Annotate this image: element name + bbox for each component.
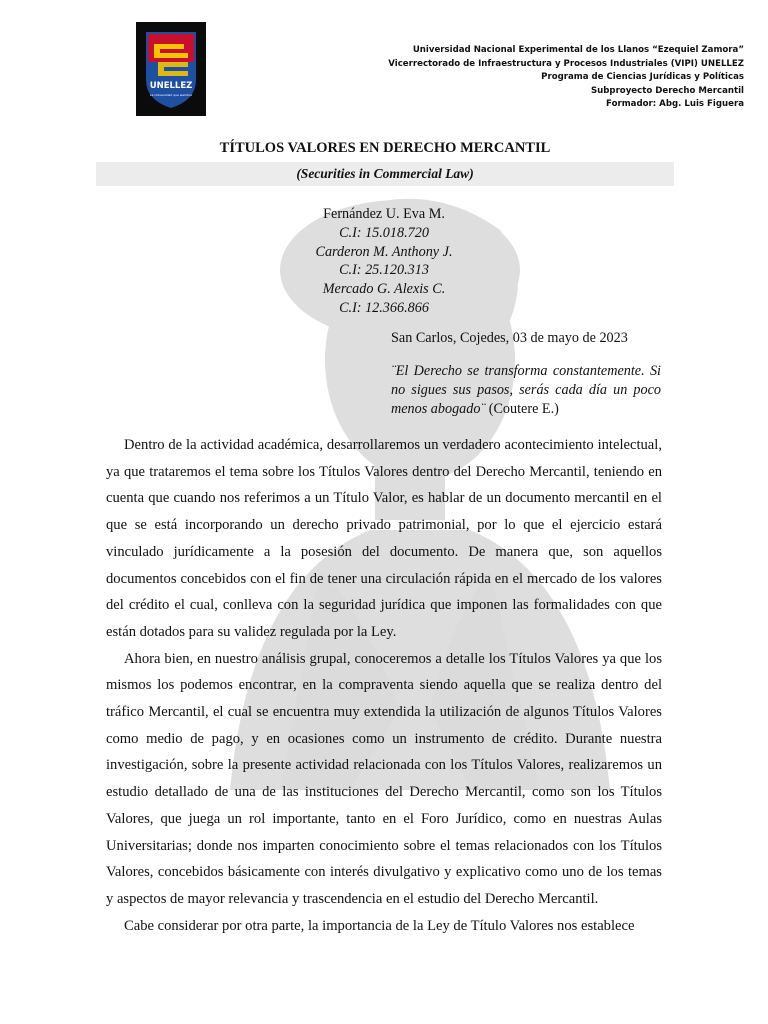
paragraph: Dentro de la actividad académica, desarrollaremos un verdadero acontecimiento intelectual, ya que trataremos el tema sobre los Títulos Valores dentro del Derecho Mercantil, teniendo en cuenta que cuando nos referimos a un Título Valor, es hablar de un documento mercantil en el que se está incorporando un derecho privado patrimonial, por lo que el ejercicio estará vinculado jurídicamente a la posesión del documento. De manera que, son aquellos documentos concebidos con el fin de tener una circulación rápida en el mercado de los valores del crédito el cual, conlleva con la seguridad jurídica que imponen las formalidades con que están dotados para su validez regulada por la Ley. [106, 437, 662, 640]
author-name: Fernández U. Eva M. [323, 206, 445, 222]
institution-line: Universidad Nacional Experimental de los Llanos “Ezequiel Zamora” [412, 45, 744, 55]
document-title: TÍTULOS VALORES EN DERECHO MERCANTIL [219, 140, 551, 156]
place-date: San Carlos, Cojedes, 03 de mayo de 2023 [391, 330, 628, 346]
institution-line: Programa de Ciencias Jurídicas y Políticas [541, 72, 744, 83]
author-name: Carderon M. Anthony J. [315, 243, 453, 260]
document-subtitle: (Securities in Commercial Law) [296, 166, 474, 181]
authors-block [234, 205, 534, 318]
institution-line: Vicerrectorado de Infraestructura y Procesos Industriales (VIPI) UNELLEZ [388, 58, 744, 69]
author-name: Mercado G. Alexis C. [322, 281, 446, 298]
logo-text: UNELLEZ [149, 81, 193, 91]
quote-text: ¨El Derecho se transforma constantemente. Si no sigues sus pasos, serás cada día un poco menos abogado¨ [391, 363, 661, 417]
epigraph-quote [391, 362, 661, 419]
quote-author: (Coutere E.) [488, 401, 559, 417]
university-logo [136, 22, 206, 116]
author-id: C.I: 25.120.313 [339, 262, 429, 279]
logo-tagline: La Universidad que siembra [150, 93, 192, 97]
paragraph: Cabe considerar por otra parte, la importancia de la Ley de Título Valores nos establece [124, 917, 635, 934]
author-id: C.I: 12.366.866 [339, 299, 429, 316]
author-id: C.I: 15.018.720 [339, 224, 429, 241]
body-text [106, 432, 662, 939]
institution-line: Subproyecto Derecho Mercantil [590, 85, 744, 96]
institution-line: Formador: Abg. Luis Figuera [606, 99, 744, 110]
paragraph: Ahora bien, en nuestro análisis grupal, conoceremos a detalle los Títulos Valores ya que los mismos los podemos encontrar, en la compraventa siendo aquella que se realiza dentro del tráfico Mercantil, el cual se encuentra muy extendida la utilización de algunos Títulos Valores como medio de pago, y en ocasiones como un instrumento de crédito. Durante nuestra investigación, sobre la presente actividad relacionada con los Títulos Valores, realizaremos un estudio detallado de una de las instituciones del Derecho Mercantil, como son los Títulos Valores, que juega un rol importante, tanto en el Foro Jurídico, como en nuestras Aulas Universitarias; donde nos imparten conocimiento sobre el temas relacionados con los Títulos Valores, concebidos básicamente con interés divulgativo y explicativo como uno de los temas y aspectos de mayor relevancia y trascendencia en el estudio del Derecho Mercantil. [106, 650, 662, 907]
institution-header [324, 44, 744, 112]
